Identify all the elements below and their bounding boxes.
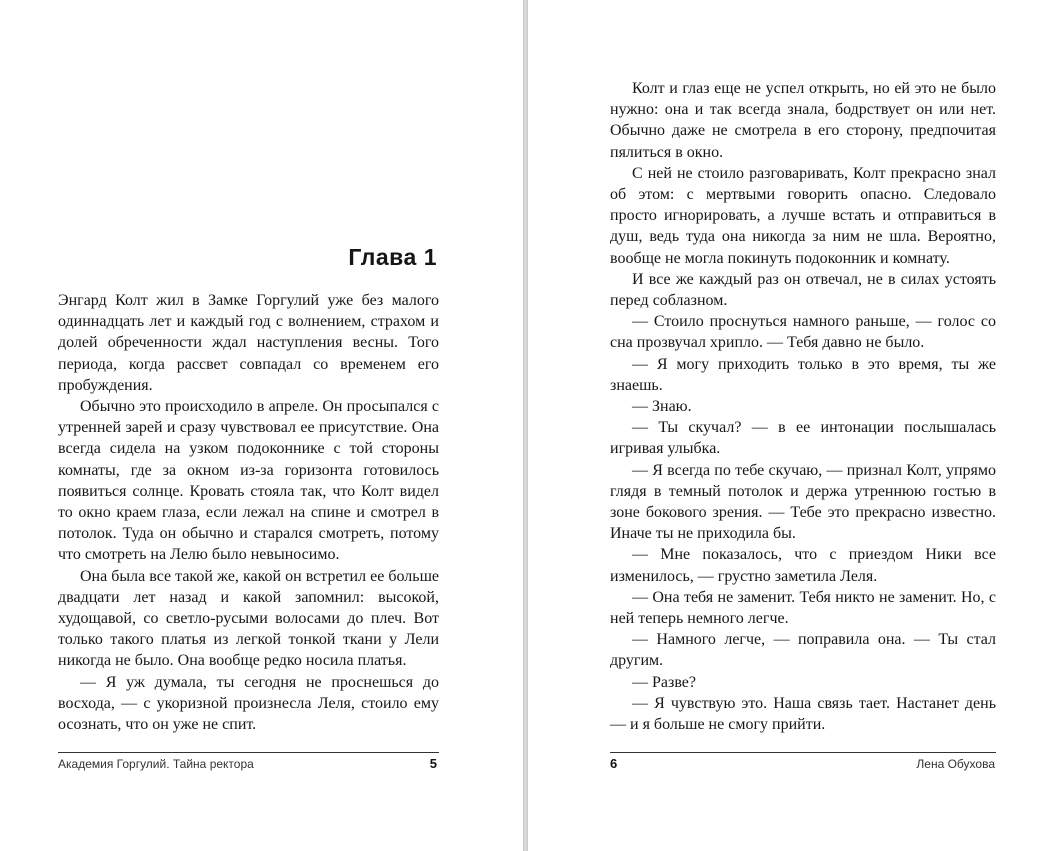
right-page-text: [610, 78, 996, 735]
page-number: 5: [429, 756, 437, 771]
paragraph: Обычно это происходило в апреле. Он просыпался с утренней зарей и сразу чувствовал ее присутствие. Она всегда сидела на узком подоконнике с той стороны комнаты, где за окном из-за горизонта готовилось появиться солнце. Кровать стояла так, что Колт видел то окно краем глаза, если лежал на спине и смотрел в потолок. Туда он обычно и старался смотреть, потому что смотреть на Лелю было невыносимо.: [58, 398, 439, 564]
footer-divider: [610, 752, 996, 753]
running-footer-author: Лена Обухова: [916, 757, 995, 771]
paragraph: — Я уж думала, ты сегодня не проснешься до восхода, — с укоризной произнесла Леля, стоило ему осознать, что он уже не спит.: [58, 673, 439, 734]
paragraph: — Я могу приходить только в это время, ты же знаешь.: [610, 355, 996, 394]
chapter-title: Глава 1: [348, 244, 437, 270]
running-footer-title: Академия Горгулий. Тайна ректора: [58, 757, 254, 771]
paragraph: — Стоило проснуться намного раньше, — голос со сна прозвучал хрипло. — Тебя давно не было.: [610, 313, 996, 352]
paragraph: — Намного легче, — поправила она. — Ты стал другим.: [610, 631, 996, 670]
paragraph: — Ты скучал? — в ее интонации послышалась игривая улыбка.: [610, 419, 996, 458]
left-page-text: [58, 290, 439, 735]
paragraph: — Разве?: [632, 673, 696, 691]
paragraph: — Я всегда по тебе скучаю, — признал Колт, упрямо глядя в темный потолок и держа утреннюю гостью в зоне бокового зрения. — Тебе это прекрасно известно. Иначе ты не приходила бы.: [610, 461, 996, 543]
paragraph: Она была все такой же, какой он встретил ее больше двадцати лет назад и какой запомнил: высокой, худощавой, со светло-русыми волосами до плеч. Вот только такого платья из легкой тонкой ткани у Лели никогда не было. Она вообще редко носила платья.: [58, 567, 439, 670]
page-number: 6: [610, 756, 618, 771]
paragraph: — Знаю.: [632, 398, 692, 416]
paragraph: С ней не стоило разговаривать, Колт прекрасно знал об этом: с мертвыми говорить опасно. Следовало просто игнорировать, а лучше встать и отправиться в душ, ведь туда она никогда за ним не шла. Вероятно, вообще не могла покинуть подоконник и комнату.: [610, 164, 996, 267]
paragraph: — Она тебя не заменит. Тебя никто не заменит. Но, с ней теперь немного легче.: [610, 588, 996, 628]
paragraph: — Мне показалось, что с приездом Ники все изменилось, — грустно заметила Леля.: [610, 546, 996, 585]
paragraph: Колт и глаз еще не успел открыть, но ей это не было нужно: она и так всегда знала, бодрствует он или нет. Обычно даже не смотрела в его сторону, предпочитая пялиться в окно.: [610, 80, 996, 161]
left-page: [0, 0, 524, 851]
paragraph: — Я чувствую это. Наша связь тает. Настанет день — и я больше не смогу прийти.: [610, 694, 996, 734]
footer-divider: [58, 752, 439, 753]
paragraph: Энгард Колт жил в Замке Горгулий уже без малого одиннадцать лет и каждый год с волнением, страхом и долей обреченности ждал наступления весны. Того периода, когда рассвет совпадал со временем его пробуждения.: [58, 292, 439, 394]
paragraph: И все же каждый раз он отвечал, не в силах устоять перед соблазном.: [610, 270, 996, 310]
right-page: [527, 0, 1051, 851]
